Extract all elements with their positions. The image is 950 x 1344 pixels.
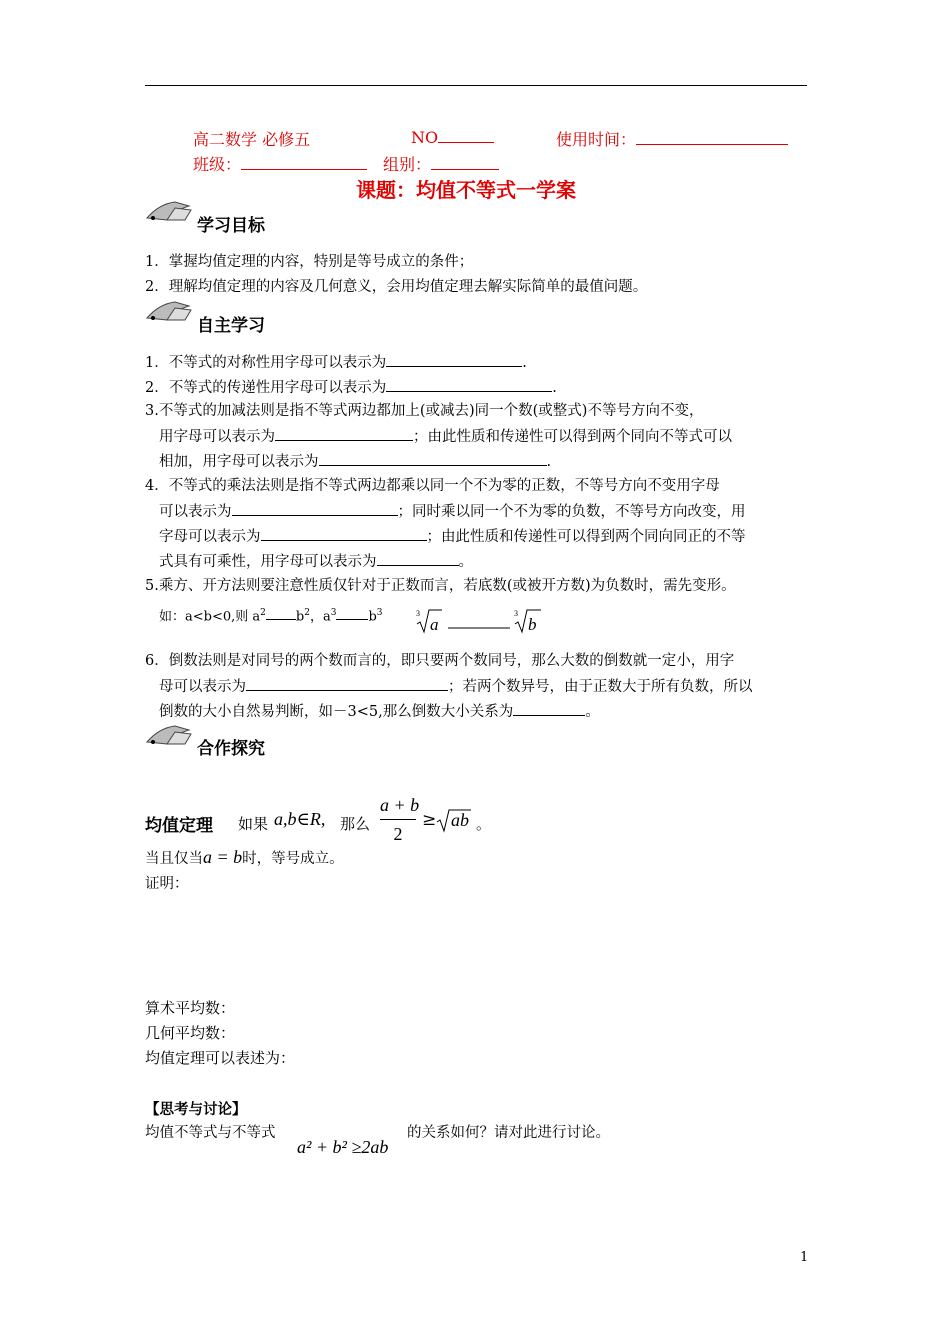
self-q3c: 相加，用字母可以表示为 . bbox=[159, 451, 551, 472]
section-coop-title: 合作探究 bbox=[197, 739, 265, 759]
header-rule bbox=[145, 85, 807, 86]
self-q2: 2．不等式的传递性用字母可以表示为 . bbox=[145, 377, 557, 398]
book-icon bbox=[145, 722, 195, 746]
discuss-title: 【思考与讨论】 bbox=[145, 1102, 247, 1118]
book-icon bbox=[145, 198, 195, 222]
self-q3b: 用字母可以表示为 ；由此性质和传递性可以得到两个同向不等式可以 bbox=[159, 426, 732, 447]
goal-item: 2．理解均值定理的内容及几何意义，会用均值定理去解实际简单的最值问题。 bbox=[145, 279, 648, 295]
discuss-expression: a² + b² ≥2ab bbox=[297, 1137, 389, 1157]
theorem-geq: ≥ bbox=[422, 810, 437, 830]
self-q5a: 5.乘方、开方法则要注意性质仅针对于正数而言，若底数(或被开方数)为负数时，需先变形。 bbox=[145, 578, 736, 594]
self-q6a: 6．倒数法则是对同号的两个数而言的，即只要两个数同号，那么大数的倒数就一定小，用字 bbox=[145, 653, 735, 669]
theorem-then: 那么 bbox=[340, 815, 371, 833]
theorem-if: 如果 bbox=[238, 815, 269, 833]
theorem-root: ab bbox=[451, 810, 469, 830]
book-icon bbox=[145, 298, 195, 322]
self-q3a: 3.不等式的加减法则是指不等式两边都加上(或减去)同一个数(或整式)不等号方向不变， bbox=[145, 403, 704, 419]
self-q4a: 4．不等式的乘法法则是指不等式两边都乘以同一个不为零的正数，不等号方向不变用字母 bbox=[145, 478, 720, 494]
self-q1: 1．不等式的对称性用字母可以表示为 . bbox=[145, 352, 527, 373]
discuss-pre: 均值不等式与不等式 bbox=[145, 1125, 276, 1141]
def-arithmetic-mean: 算术平均数： bbox=[145, 999, 236, 1017]
svg-text:a: a bbox=[430, 615, 439, 634]
def-geometric-mean: 几何平均数： bbox=[145, 1024, 236, 1042]
discuss-post: 的关系如何？请对此进行讨论。 bbox=[407, 1125, 610, 1141]
section-goals-title: 学习目标 bbox=[197, 216, 265, 236]
header-class: 班级： bbox=[193, 152, 367, 175]
self-q4c: 字母可以表示为 ；由此性质和传递性可以得到两个同向同正的不等 bbox=[159, 526, 746, 547]
self-q5b: 如：a<b<0,则 $a^2$ $b^2$，$a^3$ $b^3$ bbox=[159, 603, 383, 627]
page-title: 课题：均值不等式一学案 bbox=[356, 178, 576, 202]
svg-text:b: b bbox=[528, 615, 537, 634]
self-q4d: 式具有可乘性，用字母可以表示为 。 bbox=[159, 551, 473, 572]
theorem-end: 。 bbox=[476, 815, 492, 833]
theorem-when: 当且仅当a = b时，等号成立。 bbox=[145, 847, 344, 867]
svg-text:3: 3 bbox=[416, 609, 420, 618]
proof-label: 证明： bbox=[145, 876, 189, 892]
header-subject: 高二数学 必修五 bbox=[193, 130, 311, 149]
theorem-numerator: a + b bbox=[380, 795, 420, 815]
goal-item: 1．掌握均值定理的内容，特别是等号成立的条件； bbox=[145, 254, 474, 270]
svg-text:3: 3 bbox=[514, 609, 518, 618]
fraction-bar bbox=[380, 819, 416, 820]
section-self-title: 自主学习 bbox=[197, 316, 265, 336]
header-no: NO bbox=[411, 127, 494, 147]
self-q6b: 母可以表示为 ；若两个数异号，由于正数大于所有负数，所以 bbox=[159, 676, 753, 697]
self-q6c: 倒数的大小自然易判断，如－3<5,那么倒数大小关系为 。 bbox=[159, 701, 600, 722]
def-theorem-restated: 均值定理可以表述为： bbox=[145, 1049, 296, 1067]
header-time: 使用时间： bbox=[556, 127, 788, 150]
theorem-label: 均值定理 bbox=[145, 816, 213, 836]
cube-root-compare bbox=[414, 606, 544, 636]
theorem-denominator: 2 bbox=[393, 824, 403, 844]
self-q4b: 可以表示为 ；同时乘以同一个不为零的负数，不等号方向改变，用 bbox=[159, 501, 746, 522]
page-number: 1 bbox=[800, 1250, 809, 1265]
header-group: 组别： bbox=[383, 152, 499, 175]
theorem-vars: a,b∈R, bbox=[274, 809, 326, 829]
